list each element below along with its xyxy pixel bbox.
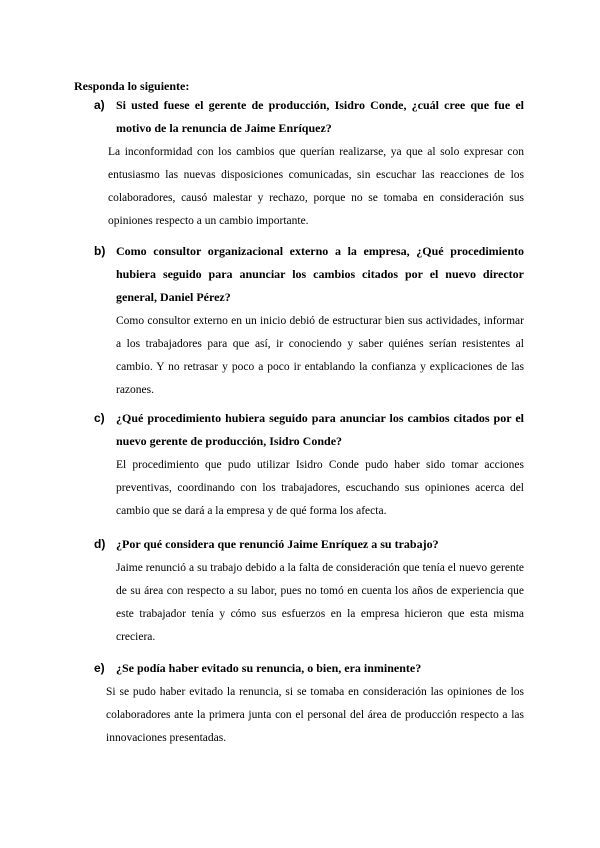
answer-text: Jaime renunció a su trabajo debido a la falta de consideración que tenía el nuevo gerente de su área con respecto a su labor, pues no tomó en cuenta los años de experiencia que este trabajador tenía y cómo sus esfuerzos en la empresa hicieron que esta misma creciera.: [116, 562, 524, 643]
question-d: [94, 533, 524, 649]
answer-text: Como consultor externo en un inicio debió de estructurar bien sus actividades, informar a los trabajadores para que así, ir conociendo y saber quiénes serían resistentes al cambio. Y no retrasar y poco a poco ir entablando la confianza y explicaciones de las razones.: [116, 315, 524, 396]
question-e: [94, 657, 524, 750]
question-letter: c): [94, 411, 105, 425]
question-b: [94, 240, 524, 402]
question-c: [94, 407, 524, 523]
question-text: ¿Por qué considera que renunció Jaime Enríquez a su trabajo?: [116, 537, 439, 551]
instructions-heading: Responda lo siguiente:: [74, 79, 190, 93]
question-text: Si usted fuese el gerente de producción, Isidro Conde, ¿cuál cree que fue el motivo de la renuncia de Jaime Enríquez?: [116, 98, 524, 135]
question-text: ¿Se podía haber evitado su renuncia, o bien, era inminente?: [116, 661, 422, 675]
question-letter: b): [94, 244, 106, 258]
question-text: ¿Qué procedimiento hubiera seguido para anunciar los cambios citados por el nuevo gerente de producción, Isidro Conde?: [116, 411, 524, 448]
answer-text: El procedimiento que pudo utilizar Isidro Conde pudo haber sido tomar acciones preventivas, coordinando con los trabajadores, escuchando sus opiniones acerca del cambio que se dará a la empresa y de qué forma los afecta.: [116, 459, 524, 517]
question-letter: d): [94, 537, 106, 551]
answer-text: Si se pudo haber evitado la renuncia, si se tomaba en consideración las opiniones de los colaboradores ante la primera junta con el personal del área de producción respecto a las innovaciones presentadas.: [106, 686, 524, 744]
answer-text: La inconformidad con los cambios que querían realizarse, ya que al solo expresar con entusiasmo las nuevas disposiciones comunicadas, sin escuchar las reacciones de los colaboradores, causó malestar y rechazo, porque no se tomaba en consideración sus opiniones respecto a un cambio importante.: [108, 146, 524, 227]
question-letter: a): [94, 98, 105, 112]
question-letter: e): [94, 661, 105, 675]
question-a: [94, 94, 524, 233]
question-text: Como consultor organizacional externo a la empresa, ¿Qué procedimiento hubiera seguido para anunciar los cambios citados por el nuevo director general, Daniel Pérez?: [116, 244, 524, 304]
